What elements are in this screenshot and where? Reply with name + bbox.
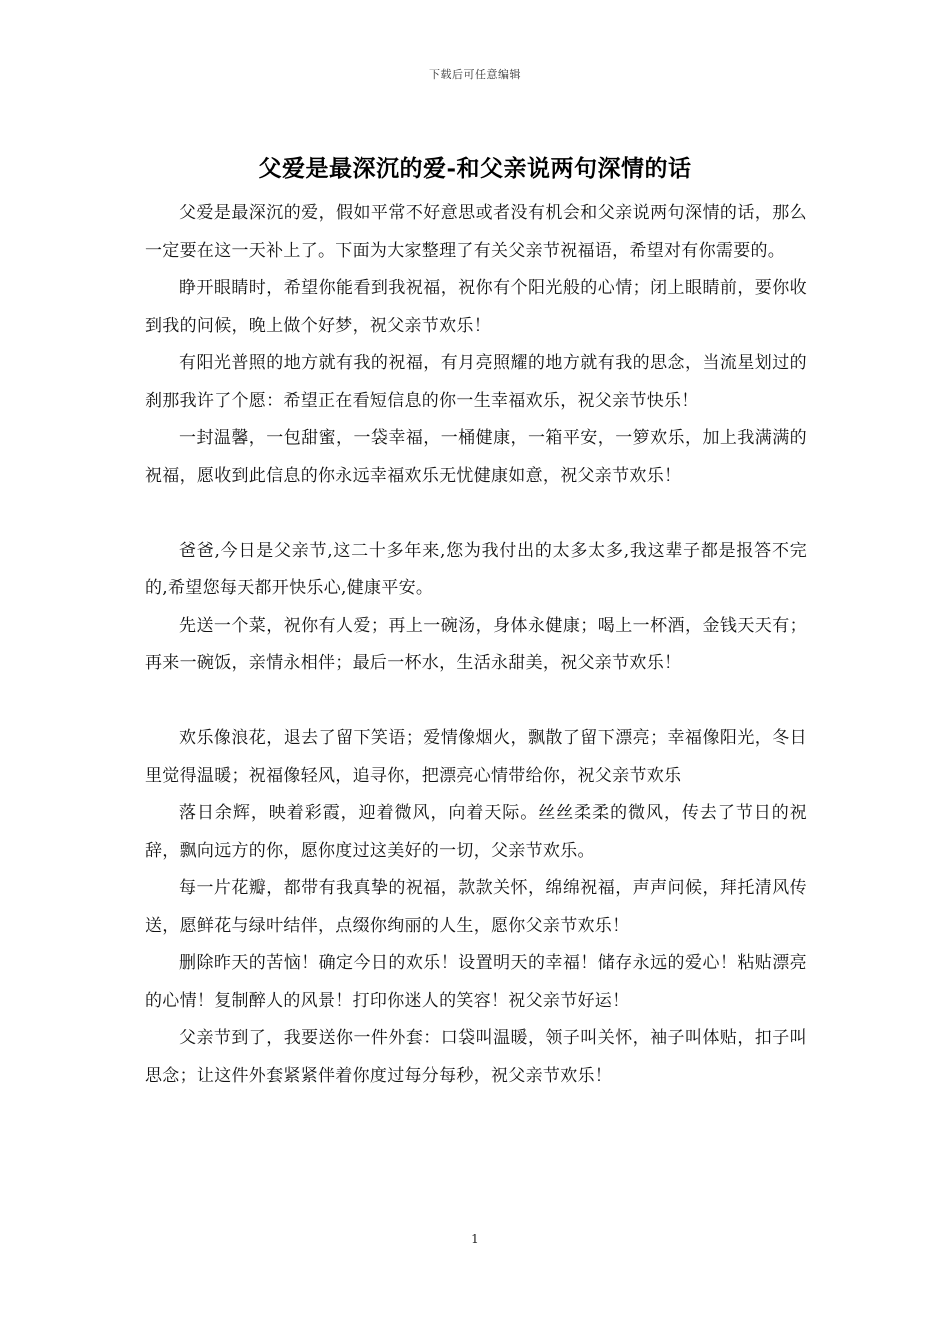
paragraph: 删除昨天的苦恼！确定今日的欢乐！设置明天的幸福！储存永远的爱心！粘贴漂亮的心情！复制醉人的风景！打印你迷人的笑容！祝父亲节好运！ (145, 953, 807, 1011)
paragraph: 爸爸,今日是父亲节,这二十多年来,您为我付出的太多太多,我这辈子都是报答不完的,希望您每天都开快乐心,健康平安。 (145, 540, 807, 598)
paragraph: 父亲节到了，我要送你一件外套：口袋叫温暖，领子叫关怀，袖子叫体贴，扣子叫思念；让这件外套紧紧伴着你度过每分每秒，祝父亲节欢乐！ (145, 1028, 807, 1086)
paragraph: 睁开眼睛时，希望你能看到我祝福，祝你有个阳光般的心情；闭上眼睛前，要你收到我的问候，晚上做个好梦，祝父亲节欢乐！ (145, 278, 807, 336)
paragraph: 先送一个菜，祝你有人爱；再上一碗汤，身体永健康；喝上一杯酒，金钱天天有；再来一碗饭，亲情永相伴；最后一杯水，生活永甜美，祝父亲节欢乐！ (145, 615, 807, 673)
paragraph-intro: 父爱是最深沉的爱，假如平常不好意思或者没有机会和父亲说两句深情的话，那么一定要在这一天补上了。下面为大家整理了有关父亲节祝福语，希望对有你需要的。 (145, 203, 807, 261)
paragraph: 每一片花瓣，都带有我真挚的祝福，款款关怀，绵绵祝福，声声问候，拜托清风传送，愿鲜花与绿叶结伴，点缀你绚丽的人生，愿你父亲节欢乐！ (145, 878, 807, 936)
document-title: 父爱是最深沉的爱-和父亲说两句深情的话 (258, 155, 692, 182)
paragraph: 落日余辉，映着彩霞，迎着微风，向着天际。丝丝柔柔的微风，传去了节日的祝辞，飘向远方的你，愿你度过这美好的一切，父亲节欢乐。 (145, 803, 807, 861)
paragraph: 欢乐像浪花，退去了留下笑语；爱情像烟火，飘散了留下漂亮；幸福像阳光，冬日里觉得温暖；祝福像轻风，追寻你，把漂亮心情带给你，祝父亲节欢乐 (145, 728, 807, 786)
blank-line (145, 495, 807, 533)
document-body (145, 195, 807, 1095)
page-number: 1 (471, 1232, 479, 1246)
paragraph: 有阳光普照的地方就有我的祝福，有月亮照耀的地方就有我的思念，当流星划过的刹那我许了个愿：希望正在看短信息的你一生幸福欢乐，祝父亲节快乐！ (145, 353, 807, 411)
blank-line (145, 683, 807, 721)
header-note: 下载后可任意编辑 (429, 68, 521, 81)
paragraph: 一封温馨，一包甜蜜，一袋幸福，一桶健康，一箱平安，一箩欢乐，加上我满满的祝福，愿收到此信息的你永远幸福欢乐无忧健康如意，祝父亲节欢乐！ (145, 428, 807, 486)
